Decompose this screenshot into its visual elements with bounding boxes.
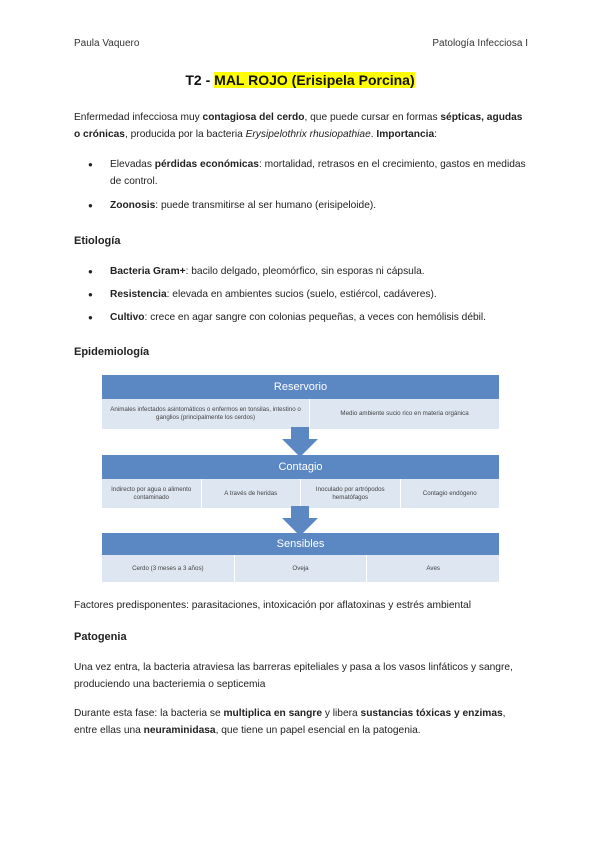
intro-text: : (434, 129, 438, 140)
arrow-down-icon (282, 506, 318, 536)
sensibles-cell: Oveja (234, 555, 367, 582)
sensibles-box (102, 533, 499, 582)
list-item: ● Zoonosis: puede transmitirse al ser humano (erisipeloide). (74, 197, 526, 214)
reservorio-box (102, 375, 499, 429)
reservorio-cell: Animales infectados asintomáticos o enfermos en tonsilas, intestino o ganglios (principalmente los cerdos) (110, 406, 301, 421)
arrow-down-icon (282, 427, 318, 457)
section-heading-epidemiologia: Epidemiología (74, 346, 150, 358)
header-subject: Patología Infecciosa I (432, 38, 528, 49)
section-heading-patogenia: Patogenia (74, 631, 127, 643)
section-heading-etiologia: Etiología (74, 235, 121, 247)
patogenia-paragraph-2: Durante esta fase: la bacteria se multiplica en sangre y libera sustancias tóxicas y enzimas, entre ellas una neuraminidasa, que tiene un papel esencial en la patogenia. (74, 708, 506, 736)
sensibles-title: Sensibles (102, 533, 499, 555)
intro-species: Erysipelothrix rhusiopathiae (245, 129, 371, 140)
intro-text: Enfermedad infecciosa muy (74, 112, 203, 123)
list-item: ● Elevadas pérdidas económicas: mortalidad, retrasos en el crecimiento, gastos en medidas de control. (74, 156, 526, 190)
list-item: ● Resistencia: elevada en ambientes sucios (suelo, estiércol, cadáveres). (74, 286, 526, 303)
contagio-box (102, 455, 499, 508)
reservorio-title: Reservorio (102, 375, 499, 399)
contagio-cell: Inoculado por artrópodos hematófagos (300, 479, 400, 508)
contagio-title: Contagio (102, 455, 499, 479)
header-author: Paula Vaquero (74, 38, 140, 49)
factores-text: Factores predisponentes: parasitaciones, intoxicación por aflatoxinas y estrés ambiental (74, 600, 471, 611)
intro-text: . (370, 129, 377, 140)
title-prefix: T2 - (185, 72, 215, 88)
sensibles-cell: Cerdo (3 meses a 3 años) (132, 564, 204, 572)
reservorio-cell: Medio ambiente sucio rico en materia orgánica (309, 399, 499, 429)
etiologia-list (74, 263, 526, 326)
intro-bold: Importancia (376, 129, 435, 140)
intro-text: , producida por la bacteria (124, 129, 246, 140)
list-item: ● Cultivo: crece en agar sangre con colonias pequeñas, a veces con hemólisis débil. (74, 309, 526, 326)
contagio-cell: A través de heridas (201, 479, 301, 508)
intro-bold: contagiosa del cerdo (202, 112, 305, 123)
importance-list (74, 156, 526, 214)
sensibles-cell: Aves (366, 555, 499, 582)
intro-paragraph (74, 109, 526, 143)
title-highlight: MAL ROJO (Erisipela Porcina) (214, 72, 415, 88)
list-item: ● Bacteria Gram+: bacilo delgado, pleomórfico, sin esporas ni cápsula. (74, 263, 526, 280)
patogenia-paragraph-1: Una vez entra, la bacteria atraviesa las barreras epiteliales y pasa a los vasos linfáticos y sangre, produciendo una bacteriemia o septicemia (74, 662, 513, 690)
contagio-cell: Indirecto por agua o alimento contaminado (111, 485, 192, 501)
page-title (0, 72, 600, 88)
intro-text: , que puede cursar en formas (304, 112, 441, 123)
contagio-cell: Contagio endógeno (400, 479, 500, 508)
intro-bold: sépticas, agudas o crónicas (74, 112, 523, 140)
